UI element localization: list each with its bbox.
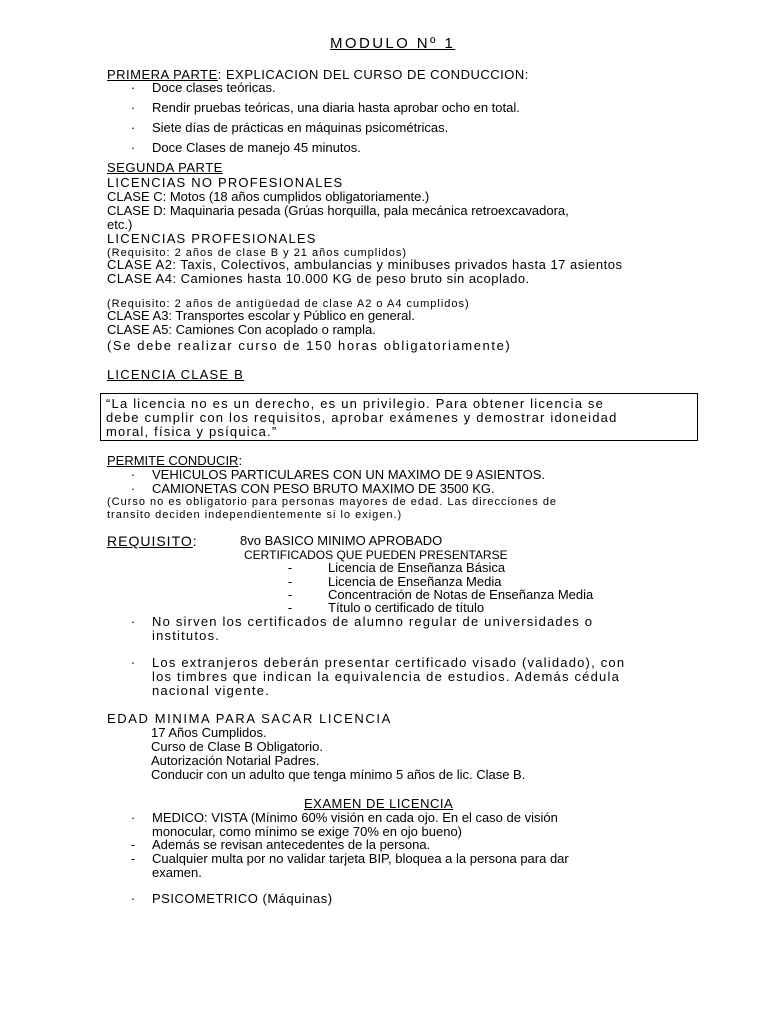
bullet-marker: ·	[130, 80, 136, 95]
edad-minima-heading: EDAD MINIMA PARA SACAR LICENCIA	[107, 711, 392, 726]
bullet-marker: ·	[130, 810, 136, 825]
quote-line-2: debe cumplir con los requisitos, aprobar exámenes y demostrar idoneidad	[106, 410, 618, 425]
antecedentes-line: Además se revisan antecedentes de la persona.	[152, 837, 431, 852]
dash-marker: -	[287, 587, 293, 602]
multa-line-1: Cualquier multa por no validar tarjeta BIP, bloquea a la persona para dar	[152, 851, 569, 866]
licencia-clase-b-heading: LICENCIA CLASE B	[107, 367, 244, 382]
clase-a2-line: CLASE A2: Taxis, Colectivos, ambulancias y minibuses privados hasta 17 asientos	[107, 257, 623, 272]
extranjeros-line-1: Los extranjeros deberán presentar certificado visado (validado), con	[152, 655, 626, 670]
licencias-no-profesionales-heading: LICENCIAS NO PROFESIONALES	[107, 175, 344, 190]
curso-obligatorio-note: (Se debe realizar curso de 150 horas obligatoriamente)	[107, 338, 512, 353]
edad-item: Curso de Clase B Obligatorio.	[151, 739, 323, 754]
quote-line-1: “La licencia no es un derecho, es un privilegio. Para obtener licencia se	[106, 396, 605, 411]
list-item: Rendir pruebas teóricas, una diaria hasta aprobar ocho en total.	[152, 100, 520, 115]
medico-line-1: MEDICO: VISTA (Mínimo 60% visión en cada ojo. En el caso de visión	[152, 810, 558, 825]
bullet-marker: ·	[130, 655, 136, 670]
bullet-marker: ·	[130, 467, 136, 482]
requisito-label: REQUISITO:	[107, 533, 198, 549]
bullet-marker: ·	[130, 481, 136, 496]
examen-heading: EXAMEN DE LICENCIA	[304, 796, 454, 811]
dash-marker: -	[287, 560, 293, 575]
page-title: MODULO Nº 1	[330, 35, 456, 52]
licencias-profesionales-heading: LICENCIAS PROFESIONALES	[107, 231, 317, 246]
certificado-item: Licencia de Enseñanza Media	[328, 574, 502, 589]
edad-item: Conducir con un adulto que tenga mínimo 5 años de lic. Clase B.	[151, 767, 526, 782]
clase-a3-line: CLASE A3: Transportes escolar y Público en general.	[107, 308, 415, 323]
permite-note-2: transito deciden independientemente si lo exigen.)	[107, 509, 403, 521]
list-item: Doce Clases de manejo 45 minutos.	[152, 140, 361, 155]
clase-d-line-cont: etc.)	[107, 217, 133, 232]
psicometrico-line: PSICOMETRICO (Máquinas)	[152, 891, 333, 906]
quote-line-3: moral, física y psíquica.”	[106, 424, 278, 439]
primera-parte-label: PRIMERA PARTE	[107, 67, 218, 82]
list-item: Siete días de prácticas en máquinas psicométricas.	[152, 120, 449, 135]
requisito-value: 8vo BASICO MINIMO APROBADO	[240, 533, 443, 548]
bullet-marker: ·	[130, 140, 136, 155]
certificados-heading: CERTIFICADOS QUE PUEDEN PRESENTARSE	[244, 548, 508, 562]
bullet-marker: ·	[130, 120, 136, 135]
requisito-note-1: (Requisito: 2 años de clase B y 21 años cumplidos)	[107, 247, 408, 259]
dash-marker: -	[130, 851, 136, 866]
bullet-marker: ·	[130, 614, 136, 629]
segunda-parte-heading: SEGUNDA PARTE	[107, 160, 223, 175]
primera-parte-rest: : EXPLICACION DEL CURSO DE CONDUCCION:	[217, 67, 529, 82]
list-item: Doce clases teóricas.	[152, 80, 276, 95]
certificado-item: Licencia de Enseñanza Básica	[328, 560, 506, 575]
clase-d-line: CLASE D: Maquinaria pesada (Grúas horquilla, pala mecánica retroexcavadora,	[107, 203, 569, 218]
multa-line-2: examen.	[152, 865, 202, 880]
clase-a4-line: CLASE A4: Camiones hasta 10.000 KG de peso bruto sin acoplado.	[107, 271, 530, 286]
no-sirven-line-2: institutos.	[152, 628, 221, 643]
dash-marker: -	[287, 600, 293, 615]
medico-line-2: monocular, como mínimo se exige 70% en ojo bueno)	[152, 824, 463, 839]
edad-item: 17 Años Cumplidos.	[151, 725, 267, 740]
certificado-item: Concentración de Notas de Enseñanza Media	[328, 587, 594, 602]
bullet-marker: ·	[130, 100, 136, 115]
requisito-note-2: (Requisito: 2 años de antigüedad de clase A2 o A4 cumplidos)	[107, 298, 470, 310]
permite-conducir-heading: PERMITE CONDUCIR:	[107, 453, 243, 468]
dash-marker: -	[287, 574, 293, 589]
no-sirven-line-1: No sirven los certificados de alumno regular de universidades o	[152, 614, 594, 629]
permite-note-1: (Curso no es obligatorio para personas mayores de edad. Las direcciones de	[107, 496, 558, 508]
dash-marker: -	[130, 837, 136, 852]
edad-item: Autorización Notarial Padres.	[151, 753, 320, 768]
list-item: CAMIONETAS CON PESO BRUTO MAXIMO DE 3500 KG.	[152, 481, 495, 496]
clase-c-line: CLASE C: Motos (18 años cumplidos obligatoriamente.)	[107, 189, 430, 204]
clase-a5-line: CLASE A5: Camiones Con acoplado o rampla.	[107, 322, 376, 337]
certificado-item: Título o certificado de título	[328, 600, 485, 615]
extranjeros-line-3: nacional vigente.	[152, 683, 270, 698]
bullet-marker: ·	[130, 891, 136, 906]
extranjeros-line-2: los timbres que indican la equivalencia de estudios. Además cédula	[152, 669, 620, 684]
list-item: VEHICULOS PARTICULARES CON UN MAXIMO DE 9 ASIENTOS.	[152, 467, 545, 482]
